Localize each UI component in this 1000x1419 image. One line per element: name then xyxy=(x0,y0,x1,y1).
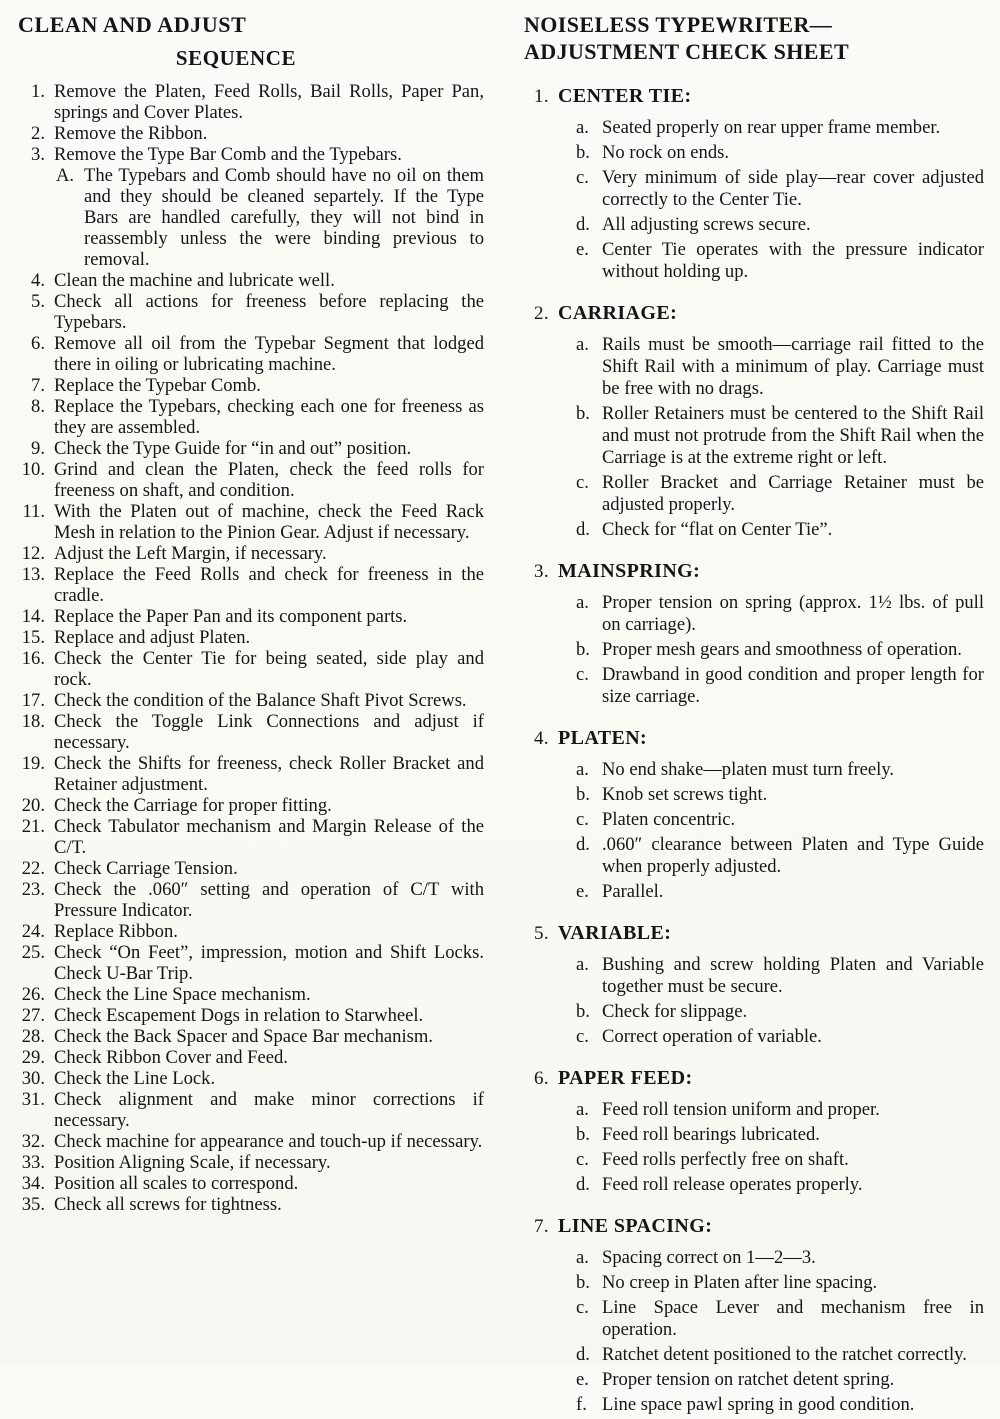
section-title: LINE SPACING: xyxy=(558,1214,713,1237)
check-item-text: All adjusting screws secure. xyxy=(602,213,811,235)
section-title: PAPER FEED: xyxy=(558,1066,693,1089)
item-number: 9. xyxy=(31,438,45,460)
check-item-letter: e. xyxy=(576,238,589,260)
item-number: 23. xyxy=(21,879,45,901)
check-item xyxy=(576,142,984,164)
subitem-letter: A. xyxy=(56,165,75,187)
item-number: 2. xyxy=(31,123,45,145)
item-number: 29. xyxy=(21,1047,45,1069)
check-section xyxy=(524,727,984,903)
sequence-item xyxy=(18,921,484,942)
check-item-letter: e. xyxy=(576,1368,589,1390)
check-item-letter: a. xyxy=(576,591,589,613)
item-number: 13. xyxy=(21,564,45,586)
item-text: Check alignment and make minor corrections if necessary. xyxy=(54,1089,484,1132)
check-item-text: Feed roll bearings lubricated. xyxy=(602,1123,820,1145)
check-item-letter: a. xyxy=(576,953,589,975)
check-item-letter: d. xyxy=(576,518,590,540)
section-heading xyxy=(524,922,984,945)
check-item xyxy=(576,1272,984,1294)
sequence-item xyxy=(18,564,484,606)
sequence-item xyxy=(18,1026,484,1047)
check-item xyxy=(576,1124,984,1146)
check-item-letter: d. xyxy=(576,1173,590,1195)
item-number: 3. xyxy=(31,144,45,166)
check-item-text: Parallel. xyxy=(602,880,664,902)
right-title-line1: NOISELESS TYPEWRITER— xyxy=(524,12,833,37)
check-item-text: Bushing and screw holding Platen and Variable together must be secure. xyxy=(602,953,984,997)
sequence-item xyxy=(18,333,484,375)
sequence-item xyxy=(18,606,484,627)
check-item xyxy=(576,117,984,139)
section-heading xyxy=(524,1215,984,1238)
item-number: 4. xyxy=(31,270,45,292)
check-item-text: Proper tension on ratchet detent spring. xyxy=(602,1368,895,1390)
sequence-item xyxy=(18,711,484,753)
section-number: 7. xyxy=(533,1215,549,1237)
check-item xyxy=(576,664,984,708)
check-item-text: Knob set screws tight. xyxy=(602,783,768,805)
item-text: Check machine for appearance and touch-up if necessary. xyxy=(54,1131,483,1153)
left-column-subtitle: SEQUENCE xyxy=(175,46,297,71)
check-sheet-column xyxy=(524,12,984,1419)
item-text: Check Escapement Dogs in relation to Starwheel. xyxy=(54,1005,424,1027)
item-text: Replace Ribbon. xyxy=(54,921,178,943)
item-text: Check the Type Guide for “in and out” position. xyxy=(54,438,412,460)
item-text: Check Carriage Tension. xyxy=(54,858,238,880)
item-text: Check the .060″ setting and operation of C/T with Pressure Indicator. xyxy=(54,879,484,922)
item-text: Check the Center Tie for being seated, side play and rock. xyxy=(54,648,484,691)
item-text: Check all actions for freeness before replacing the Typebars. xyxy=(54,291,484,334)
section-heading xyxy=(524,85,984,108)
check-sheet-sections xyxy=(524,85,984,1416)
section-heading xyxy=(524,727,984,750)
section-items xyxy=(576,334,984,541)
sequence-item xyxy=(18,1089,484,1131)
check-item-text: Feed roll tension uniform and proper. xyxy=(602,1098,880,1120)
right-title-line2: ADJUSTMENT CHECK SHEET xyxy=(524,38,850,64)
sequence-item xyxy=(18,1152,484,1173)
item-text: Clean the machine and lubricate well. xyxy=(54,270,335,292)
sequence-item xyxy=(18,627,484,648)
check-item-letter: b. xyxy=(576,1123,590,1145)
subitem-text: The Typebars and Comb should have no oil on them and they should be cleaned separtely. If the Type Bars are handled carefully, they will not bind in reassembly unless the were binding previous to removal. xyxy=(84,165,484,271)
sequence-item xyxy=(18,123,484,144)
check-section xyxy=(524,560,984,708)
item-text: Replace the Typebar Comb. xyxy=(54,375,261,397)
check-item xyxy=(576,1149,984,1171)
item-number: 8. xyxy=(31,396,45,418)
check-section xyxy=(524,85,984,283)
item-text: Check the Shifts for freeness, check Roller Bracket and Retainer adjustment. xyxy=(54,753,484,796)
check-item xyxy=(576,1247,984,1269)
check-section xyxy=(524,922,984,1048)
check-item-text: Roller Bracket and Carriage Retainer must be adjusted properly. xyxy=(602,471,984,515)
section-title: PLATEN: xyxy=(558,726,648,749)
item-number: 34. xyxy=(21,1173,45,1195)
item-number: 7. xyxy=(31,375,45,397)
item-number: 17. xyxy=(21,690,45,712)
sequence-item xyxy=(18,81,484,123)
check-item-text: Correct operation of variable. xyxy=(602,1025,822,1047)
sequence-item xyxy=(18,795,484,816)
section-number: 1. xyxy=(533,85,549,107)
item-number: 14. xyxy=(21,606,45,628)
item-number: 5. xyxy=(31,291,45,313)
check-item-letter: c. xyxy=(576,663,589,685)
item-text: Check the Carriage for proper fitting. xyxy=(54,795,332,817)
sequence-item xyxy=(18,879,484,921)
check-section xyxy=(524,1215,984,1416)
check-item-text: Roller Retainers must be centered to the Shift Rail and must not protrude from the Shift Rail when the Carriage is at the extreme right or left. xyxy=(602,402,984,468)
check-item-text: Platen concentric. xyxy=(602,808,736,830)
sequence-item xyxy=(18,375,484,396)
sequence-item xyxy=(18,144,484,165)
check-section xyxy=(524,302,984,541)
item-text: Check the Toggle Link Connections and adjust if necessary. xyxy=(54,711,484,754)
check-item xyxy=(576,472,984,516)
section-items xyxy=(576,1247,984,1416)
item-number: 31. xyxy=(21,1089,45,1111)
check-item-letter: b. xyxy=(576,1000,590,1022)
sequence-item xyxy=(18,648,484,690)
check-item-text: Rails must be smooth—carriage rail fitted to the Shift Rail with a minimum of play. Carriage must be free with no drags. xyxy=(602,333,984,399)
sequence-item xyxy=(18,984,484,1005)
check-item-letter: b. xyxy=(576,141,590,163)
check-item xyxy=(576,784,984,806)
item-number: 30. xyxy=(21,1068,45,1090)
check-item xyxy=(576,592,984,636)
item-number: 19. xyxy=(21,753,45,775)
section-items xyxy=(576,954,984,1048)
sequence-item xyxy=(18,690,484,711)
check-item-letter: b. xyxy=(576,402,590,424)
check-item xyxy=(576,1026,984,1048)
section-number: 4. xyxy=(533,727,549,749)
check-section xyxy=(524,1067,984,1196)
item-number: 21. xyxy=(21,816,45,838)
section-title: MAINSPRING: xyxy=(558,559,701,582)
sequence-item xyxy=(18,1131,484,1152)
sequence-item xyxy=(18,438,484,459)
item-number: 12. xyxy=(21,543,45,565)
check-item-letter: e. xyxy=(576,880,589,902)
item-text: Check Tabulator mechanism and Margin Release of the C/T. xyxy=(54,816,484,859)
sequence-item xyxy=(18,396,484,438)
check-item-text: .060″ clearance between Platen and Type Guide when properly adjusted. xyxy=(602,833,984,877)
item-text: Replace the Feed Rolls and check for freeness in the cradle. xyxy=(54,564,484,607)
section-title: CARRIAGE: xyxy=(558,301,678,324)
sequence-item xyxy=(18,1068,484,1089)
item-number: 16. xyxy=(21,648,45,670)
check-item xyxy=(576,334,984,400)
check-item-text: No creep in Platen after line spacing. xyxy=(602,1271,878,1293)
check-item xyxy=(576,954,984,998)
check-item-letter: c. xyxy=(576,808,589,830)
check-item xyxy=(576,239,984,283)
sequence-item xyxy=(18,753,484,795)
left-column-title: CLEAN AND ADJUST xyxy=(18,12,247,37)
item-number: 24. xyxy=(21,921,45,943)
check-item xyxy=(576,167,984,211)
check-item-text: Proper mesh gears and smoothness of operation. xyxy=(602,638,962,660)
check-item-text: Line space pawl spring in good condition. xyxy=(602,1393,915,1415)
check-item xyxy=(576,1369,984,1391)
check-item-letter: a. xyxy=(576,116,589,138)
check-item-letter: d. xyxy=(576,833,590,855)
sequence-item xyxy=(18,1194,484,1215)
item-text: Check the Line Lock. xyxy=(54,1068,216,1090)
sequence-item xyxy=(18,858,484,879)
check-item xyxy=(576,639,984,661)
item-number: 28. xyxy=(21,1026,45,1048)
check-item xyxy=(576,759,984,781)
item-text: Replace the Paper Pan and its component parts. xyxy=(54,606,408,628)
sequence-subitem xyxy=(54,165,484,270)
item-number: 35. xyxy=(21,1194,45,1216)
check-item-text: Center Tie operates with the pressure indicator without holding up. xyxy=(602,238,984,282)
section-heading xyxy=(524,302,984,325)
sequence-item xyxy=(18,270,484,291)
check-item-letter: a. xyxy=(576,1246,589,1268)
item-text: Check Ribbon Cover and Feed. xyxy=(54,1047,288,1069)
check-item-text: Line Space Lever and mechanism free in operation. xyxy=(602,1296,984,1340)
section-items xyxy=(576,759,984,903)
check-item-text: Check for “flat on Center Tie”. xyxy=(602,518,833,540)
item-text: Check the Line Space mechanism. xyxy=(54,984,311,1006)
item-text: Grind and clean the Platen, check the feed rolls for freeness on shaft, and condition. xyxy=(54,459,484,502)
item-text: Replace and adjust Platen. xyxy=(54,627,251,649)
section-number: 2. xyxy=(533,302,549,324)
item-number: 11. xyxy=(22,501,45,523)
check-item-text: Ratchet detent positioned to the ratchet correctly. xyxy=(602,1343,967,1365)
check-item xyxy=(576,834,984,878)
check-item xyxy=(576,403,984,469)
check-item-letter: a. xyxy=(576,758,589,780)
check-item-letter: d. xyxy=(576,1343,590,1365)
item-number: 27. xyxy=(21,1005,45,1027)
check-item xyxy=(576,1099,984,1121)
check-item-text: Check for slippage. xyxy=(602,1000,748,1022)
check-item xyxy=(576,1297,984,1341)
item-text: Check the Back Spacer and Space Bar mechanism. xyxy=(54,1026,433,1048)
check-item-text: Very minimum of side play—rear cover adjusted correctly to the Center Tie. xyxy=(602,166,984,210)
check-item-letter: c. xyxy=(576,1148,589,1170)
item-text: Remove the Type Bar Comb and the Typebars. xyxy=(54,144,402,166)
item-number: 26. xyxy=(21,984,45,1006)
item-text: Check the condition of the Balance Shaft Pivot Screws. xyxy=(54,690,467,712)
check-item-letter: f. xyxy=(576,1393,587,1415)
check-item-text: Feed roll release operates properly. xyxy=(602,1173,863,1195)
sequence-list xyxy=(18,81,484,1215)
section-items xyxy=(576,1099,984,1196)
check-item-letter: d. xyxy=(576,213,590,235)
check-item xyxy=(576,519,984,541)
section-number: 3. xyxy=(533,560,549,582)
check-item-text: No end shake—platen must turn freely. xyxy=(602,758,895,780)
item-number: 15. xyxy=(21,627,45,649)
item-text: Position Aligning Scale, if necessary. xyxy=(54,1152,331,1174)
right-column-title xyxy=(524,12,984,66)
item-text: With the Platen out of machine, check the Feed Rack Mesh in relation to the Pinion Gear. Adjust if necessary. xyxy=(54,501,484,544)
check-item-text: Seated properly on rear upper frame member. xyxy=(602,116,941,138)
section-heading xyxy=(524,560,984,583)
section-items xyxy=(576,117,984,283)
item-number: 10. xyxy=(21,459,45,481)
check-item-letter: c. xyxy=(576,1025,589,1047)
sequence-item xyxy=(18,459,484,501)
section-title: VARIABLE: xyxy=(558,921,672,944)
section-heading xyxy=(524,1067,984,1090)
check-item-text: Feed rolls perfectly free on shaft. xyxy=(602,1148,849,1170)
check-item-letter: a. xyxy=(576,1098,589,1120)
check-item-letter: c. xyxy=(576,471,589,493)
item-text: Adjust the Left Margin, if necessary. xyxy=(54,543,327,565)
check-item-text: Proper tension on spring (approx. 1½ lbs. of pull on carriage). xyxy=(602,591,984,635)
check-item-letter: a. xyxy=(576,333,589,355)
item-number: 33. xyxy=(21,1152,45,1174)
check-item-letter: b. xyxy=(576,1271,590,1293)
sequence-item xyxy=(18,1047,484,1068)
item-text: Position all scales to correspond. xyxy=(54,1173,299,1195)
item-number: 22. xyxy=(21,858,45,880)
sequence-item xyxy=(18,1005,484,1026)
item-number: 32. xyxy=(21,1131,45,1153)
sequence-item xyxy=(18,1173,484,1194)
item-text: Remove all oil from the Typebar Segment that lodged there in oiling or lubricating machine. xyxy=(54,333,484,376)
check-item-letter: b. xyxy=(576,783,590,805)
check-item-letter: c. xyxy=(576,1296,589,1318)
section-number: 6. xyxy=(533,1067,549,1089)
check-item-text: Drawband in good condition and proper length for size carriage. xyxy=(602,663,984,707)
check-item-letter: b. xyxy=(576,638,590,660)
item-number: 25. xyxy=(21,942,45,964)
sequence-item xyxy=(18,543,484,564)
check-item xyxy=(576,214,984,236)
check-item xyxy=(576,1394,984,1416)
sequence-item xyxy=(18,291,484,333)
section-number: 5. xyxy=(533,922,549,944)
section-title: CENTER TIE: xyxy=(558,84,692,107)
item-number: 6. xyxy=(31,333,45,355)
item-number: 1. xyxy=(31,81,45,103)
check-item xyxy=(576,809,984,831)
sequence-item xyxy=(18,942,484,984)
sequence-item xyxy=(18,501,484,543)
check-item xyxy=(576,1174,984,1196)
item-text: Check all screws for tightness. xyxy=(54,1194,282,1216)
check-item-text: Spacing correct on 1—2—3. xyxy=(602,1246,816,1268)
check-item xyxy=(576,1001,984,1023)
clean-and-adjust-column xyxy=(18,12,484,1419)
check-item-text: No rock on ends. xyxy=(602,141,730,163)
item-number: 18. xyxy=(21,711,45,733)
item-number: 20. xyxy=(21,795,45,817)
check-item xyxy=(576,881,984,903)
item-text: Remove the Ribbon. xyxy=(54,123,208,145)
check-item xyxy=(576,1344,984,1366)
section-items xyxy=(576,592,984,708)
item-text: Replace the Typebars, checking each one for freeness as they are assembled. xyxy=(54,396,484,439)
item-text: Remove the Platen, Feed Rolls, Bail Rolls, Paper Pan, springs and Cover Plates. xyxy=(54,81,484,124)
sequence-item xyxy=(18,816,484,858)
check-item-letter: c. xyxy=(576,166,589,188)
item-text: Check “On Feet”, impression, motion and Shift Locks. Check U-Bar Trip. xyxy=(54,942,484,985)
